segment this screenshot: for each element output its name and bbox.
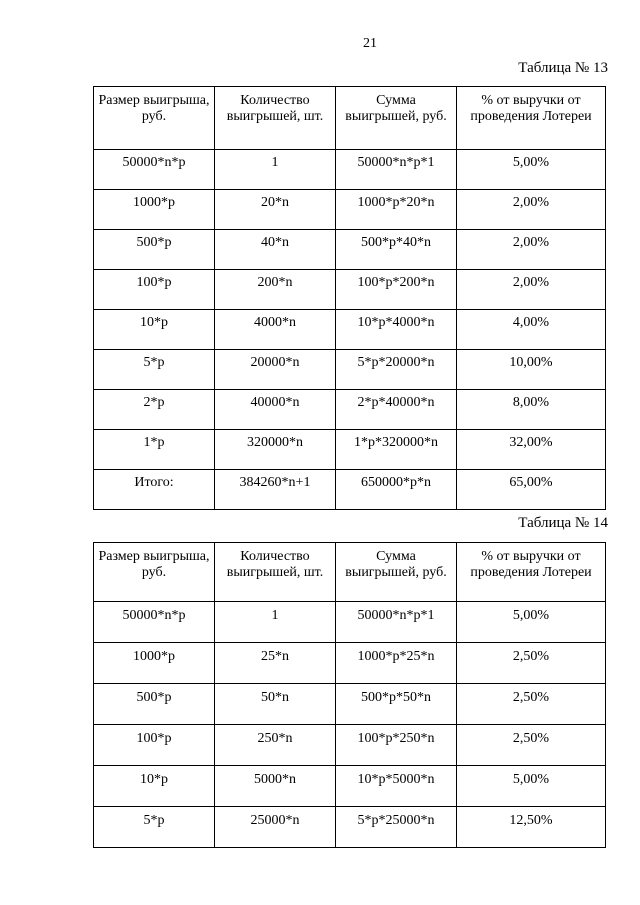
prize-sum-cell: 5*p*20000*n (336, 350, 457, 390)
table-header-row (94, 543, 606, 602)
prize-table-13 (93, 86, 606, 510)
table-row (94, 766, 606, 807)
revenue-percent-cell: 5,00% (457, 602, 606, 643)
prize-count-cell: 50*n (215, 684, 336, 725)
revenue-percent-cell: 2,00% (457, 230, 606, 270)
prize-size-cell: 500*p (94, 230, 215, 270)
prize-size-cell: 1000*p (94, 643, 215, 684)
table-row (94, 470, 606, 510)
table-row (94, 350, 606, 390)
prize-size-cell: 1*p (94, 430, 215, 470)
revenue-percent-cell: 65,00% (457, 470, 606, 510)
column-header: Количество выигрышей, шт. (215, 543, 336, 602)
revenue-percent-cell: 2,50% (457, 684, 606, 725)
prize-size-cell: 10*p (94, 766, 215, 807)
prize-sum-cell: 1000*p*20*n (336, 190, 457, 230)
prize-count-cell: 250*n (215, 725, 336, 766)
table-row (94, 643, 606, 684)
column-header: % от выручки от проведения Лотереи (457, 87, 606, 150)
prize-count-cell: 20*n (215, 190, 336, 230)
prize-count-cell: 25*n (215, 643, 336, 684)
prize-size-cell: 100*p (94, 270, 215, 310)
prize-size-cell: 5*p (94, 807, 215, 848)
table-row (94, 310, 606, 350)
prize-count-cell: 320000*n (215, 430, 336, 470)
prize-count-cell: 5000*n (215, 766, 336, 807)
prize-sum-cell: 50000*n*p*1 (336, 602, 457, 643)
table-row (94, 684, 606, 725)
prize-sum-cell: 650000*p*n (336, 470, 457, 510)
revenue-percent-cell: 8,00% (457, 390, 606, 430)
revenue-percent-cell: 5,00% (457, 150, 606, 190)
column-header: Сумма выигрышей, руб. (336, 543, 457, 602)
revenue-percent-cell: 2,00% (457, 190, 606, 230)
prize-sum-cell: 100*p*250*n (336, 725, 457, 766)
revenue-percent-cell: 2,50% (457, 725, 606, 766)
revenue-percent-cell: 10,00% (457, 350, 606, 390)
prize-sum-cell: 50000*n*p*1 (336, 150, 457, 190)
prize-table-14 (93, 542, 606, 848)
prize-count-cell: 1 (215, 150, 336, 190)
prize-size-cell: 5*p (94, 350, 215, 390)
prize-sum-cell: 100*p*200*n (336, 270, 457, 310)
prize-size-cell: 500*p (94, 684, 215, 725)
prize-count-cell: 20000*n (215, 350, 336, 390)
table-row (94, 430, 606, 470)
table-13-caption: Таблица № 13 (518, 60, 608, 76)
column-header: Размер выигрыша, руб. (94, 87, 215, 150)
column-header: Размер выигрыша, руб. (94, 543, 215, 602)
revenue-percent-cell: 2,00% (457, 270, 606, 310)
table-14-caption: Таблица № 14 (518, 515, 608, 531)
column-header: Сумма выигрышей, руб. (336, 87, 457, 150)
table-row (94, 270, 606, 310)
page-number: 21 (363, 36, 377, 51)
column-header: % от выручки от проведения Лотереи (457, 543, 606, 602)
table-row (94, 150, 606, 190)
prize-size-cell: 50000*n*p (94, 602, 215, 643)
column-header: Количество выигрышей, шт. (215, 87, 336, 150)
table-row (94, 390, 606, 430)
revenue-percent-cell: 5,00% (457, 766, 606, 807)
table-header-row (94, 87, 606, 150)
prize-count-cell: 40*n (215, 230, 336, 270)
prize-sum-cell: 2*p*40000*n (336, 390, 457, 430)
table-row (94, 807, 606, 848)
prize-sum-cell: 500*p*40*n (336, 230, 457, 270)
revenue-percent-cell: 12,50% (457, 807, 606, 848)
prize-sum-cell: 5*p*25000*n (336, 807, 457, 848)
table-row (94, 602, 606, 643)
prize-sum-cell: 10*p*5000*n (336, 766, 457, 807)
prize-count-cell: 384260*n+1 (215, 470, 336, 510)
prize-size-cell: 2*p (94, 390, 215, 430)
prize-count-cell: 25000*n (215, 807, 336, 848)
prize-size-cell: Итого: (94, 470, 215, 510)
revenue-percent-cell: 32,00% (457, 430, 606, 470)
prize-size-cell: 50000*n*p (94, 150, 215, 190)
prize-count-cell: 4000*n (215, 310, 336, 350)
revenue-percent-cell: 4,00% (457, 310, 606, 350)
prize-count-cell: 200*n (215, 270, 336, 310)
prize-count-cell: 40000*n (215, 390, 336, 430)
revenue-percent-cell: 2,50% (457, 643, 606, 684)
prize-sum-cell: 10*p*4000*n (336, 310, 457, 350)
prize-sum-cell: 1000*p*25*n (336, 643, 457, 684)
prize-count-cell: 1 (215, 602, 336, 643)
table-row (94, 190, 606, 230)
prize-sum-cell: 1*p*320000*n (336, 430, 457, 470)
prize-sum-cell: 500*p*50*n (336, 684, 457, 725)
prize-size-cell: 1000*p (94, 190, 215, 230)
table-row (94, 725, 606, 766)
prize-size-cell: 100*p (94, 725, 215, 766)
table-row (94, 230, 606, 270)
prize-size-cell: 10*p (94, 310, 215, 350)
